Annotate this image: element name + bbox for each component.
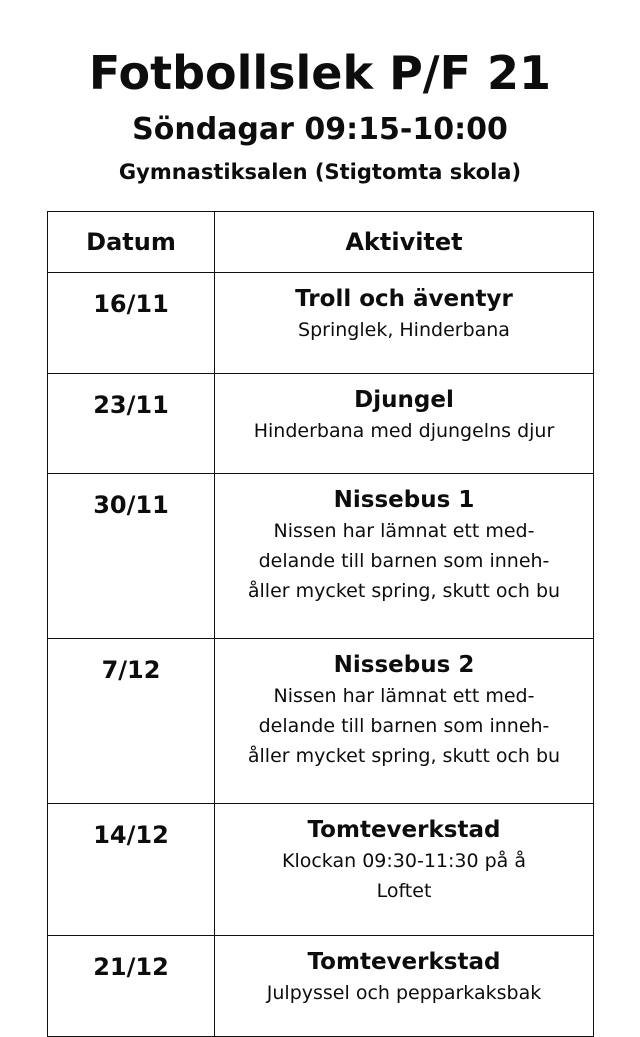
row-activity — [215, 474, 594, 639]
row-date: 14/12 — [48, 804, 215, 936]
column-header-date: Datum — [48, 212, 215, 273]
description-line: Julpyssel och pepparkaksbak — [266, 982, 542, 1004]
row-date: 21/12 — [48, 936, 215, 1037]
row-activity — [215, 273, 594, 374]
row-date: 23/11 — [48, 374, 215, 474]
table-header-row — [48, 212, 594, 273]
description-line: Hinderbana med djungelns djur — [253, 420, 555, 442]
table-row — [48, 936, 594, 1037]
activity-description — [215, 516, 593, 606]
description-line: delande till barnen som inneh- — [258, 715, 550, 737]
table-row — [48, 374, 594, 474]
description-line: delande till barnen som inneh- — [258, 550, 550, 572]
description-line: Springlek, Hinderbana — [298, 319, 510, 341]
description-line: Nissen har lämnat ett med- — [273, 520, 535, 542]
activity-title: Nissebus 2 — [333, 652, 475, 678]
activity-title: Tomteverkstad — [307, 817, 501, 843]
table-row — [48, 639, 594, 804]
activity-description — [215, 315, 593, 345]
description-line: Nissen har lämnat ett med- — [273, 685, 535, 707]
table-row — [48, 804, 594, 936]
schedule-table — [47, 211, 594, 1037]
row-date: 30/11 — [48, 474, 215, 639]
row-activity — [215, 936, 594, 1037]
activity-title: Nissebus 1 — [333, 487, 475, 513]
page-title: Fotbollslek P/F 21 — [88, 46, 552, 100]
row-date: 16/11 — [48, 273, 215, 374]
activity-description — [215, 681, 593, 771]
row-activity — [215, 804, 594, 936]
row-activity — [215, 639, 594, 804]
activity-description — [215, 416, 593, 446]
table-row — [48, 474, 594, 639]
activity-title: Troll och äventyr — [295, 286, 513, 312]
description-line: åller mycket spring, skutt och bu — [247, 580, 561, 602]
description-line: Klockan 09:30-11:30 på å — [282, 850, 526, 872]
activity-title: Tomteverkstad — [307, 949, 501, 975]
column-header-activity: Aktivitet — [215, 212, 594, 273]
schedule-time: Söndagar 09:15-10:00 — [132, 112, 508, 147]
activity-title: Djungel — [354, 387, 454, 413]
description-line: Loftet — [376, 880, 432, 902]
table-row — [48, 273, 594, 374]
activity-description — [215, 978, 593, 1008]
activity-description — [215, 846, 593, 906]
description-line: åller mycket spring, skutt och bu — [247, 745, 561, 767]
schedule-location: Gymnastiksalen (Stigtomta skola) — [118, 160, 522, 184]
row-activity — [215, 374, 594, 474]
row-date: 7/12 — [48, 639, 215, 804]
